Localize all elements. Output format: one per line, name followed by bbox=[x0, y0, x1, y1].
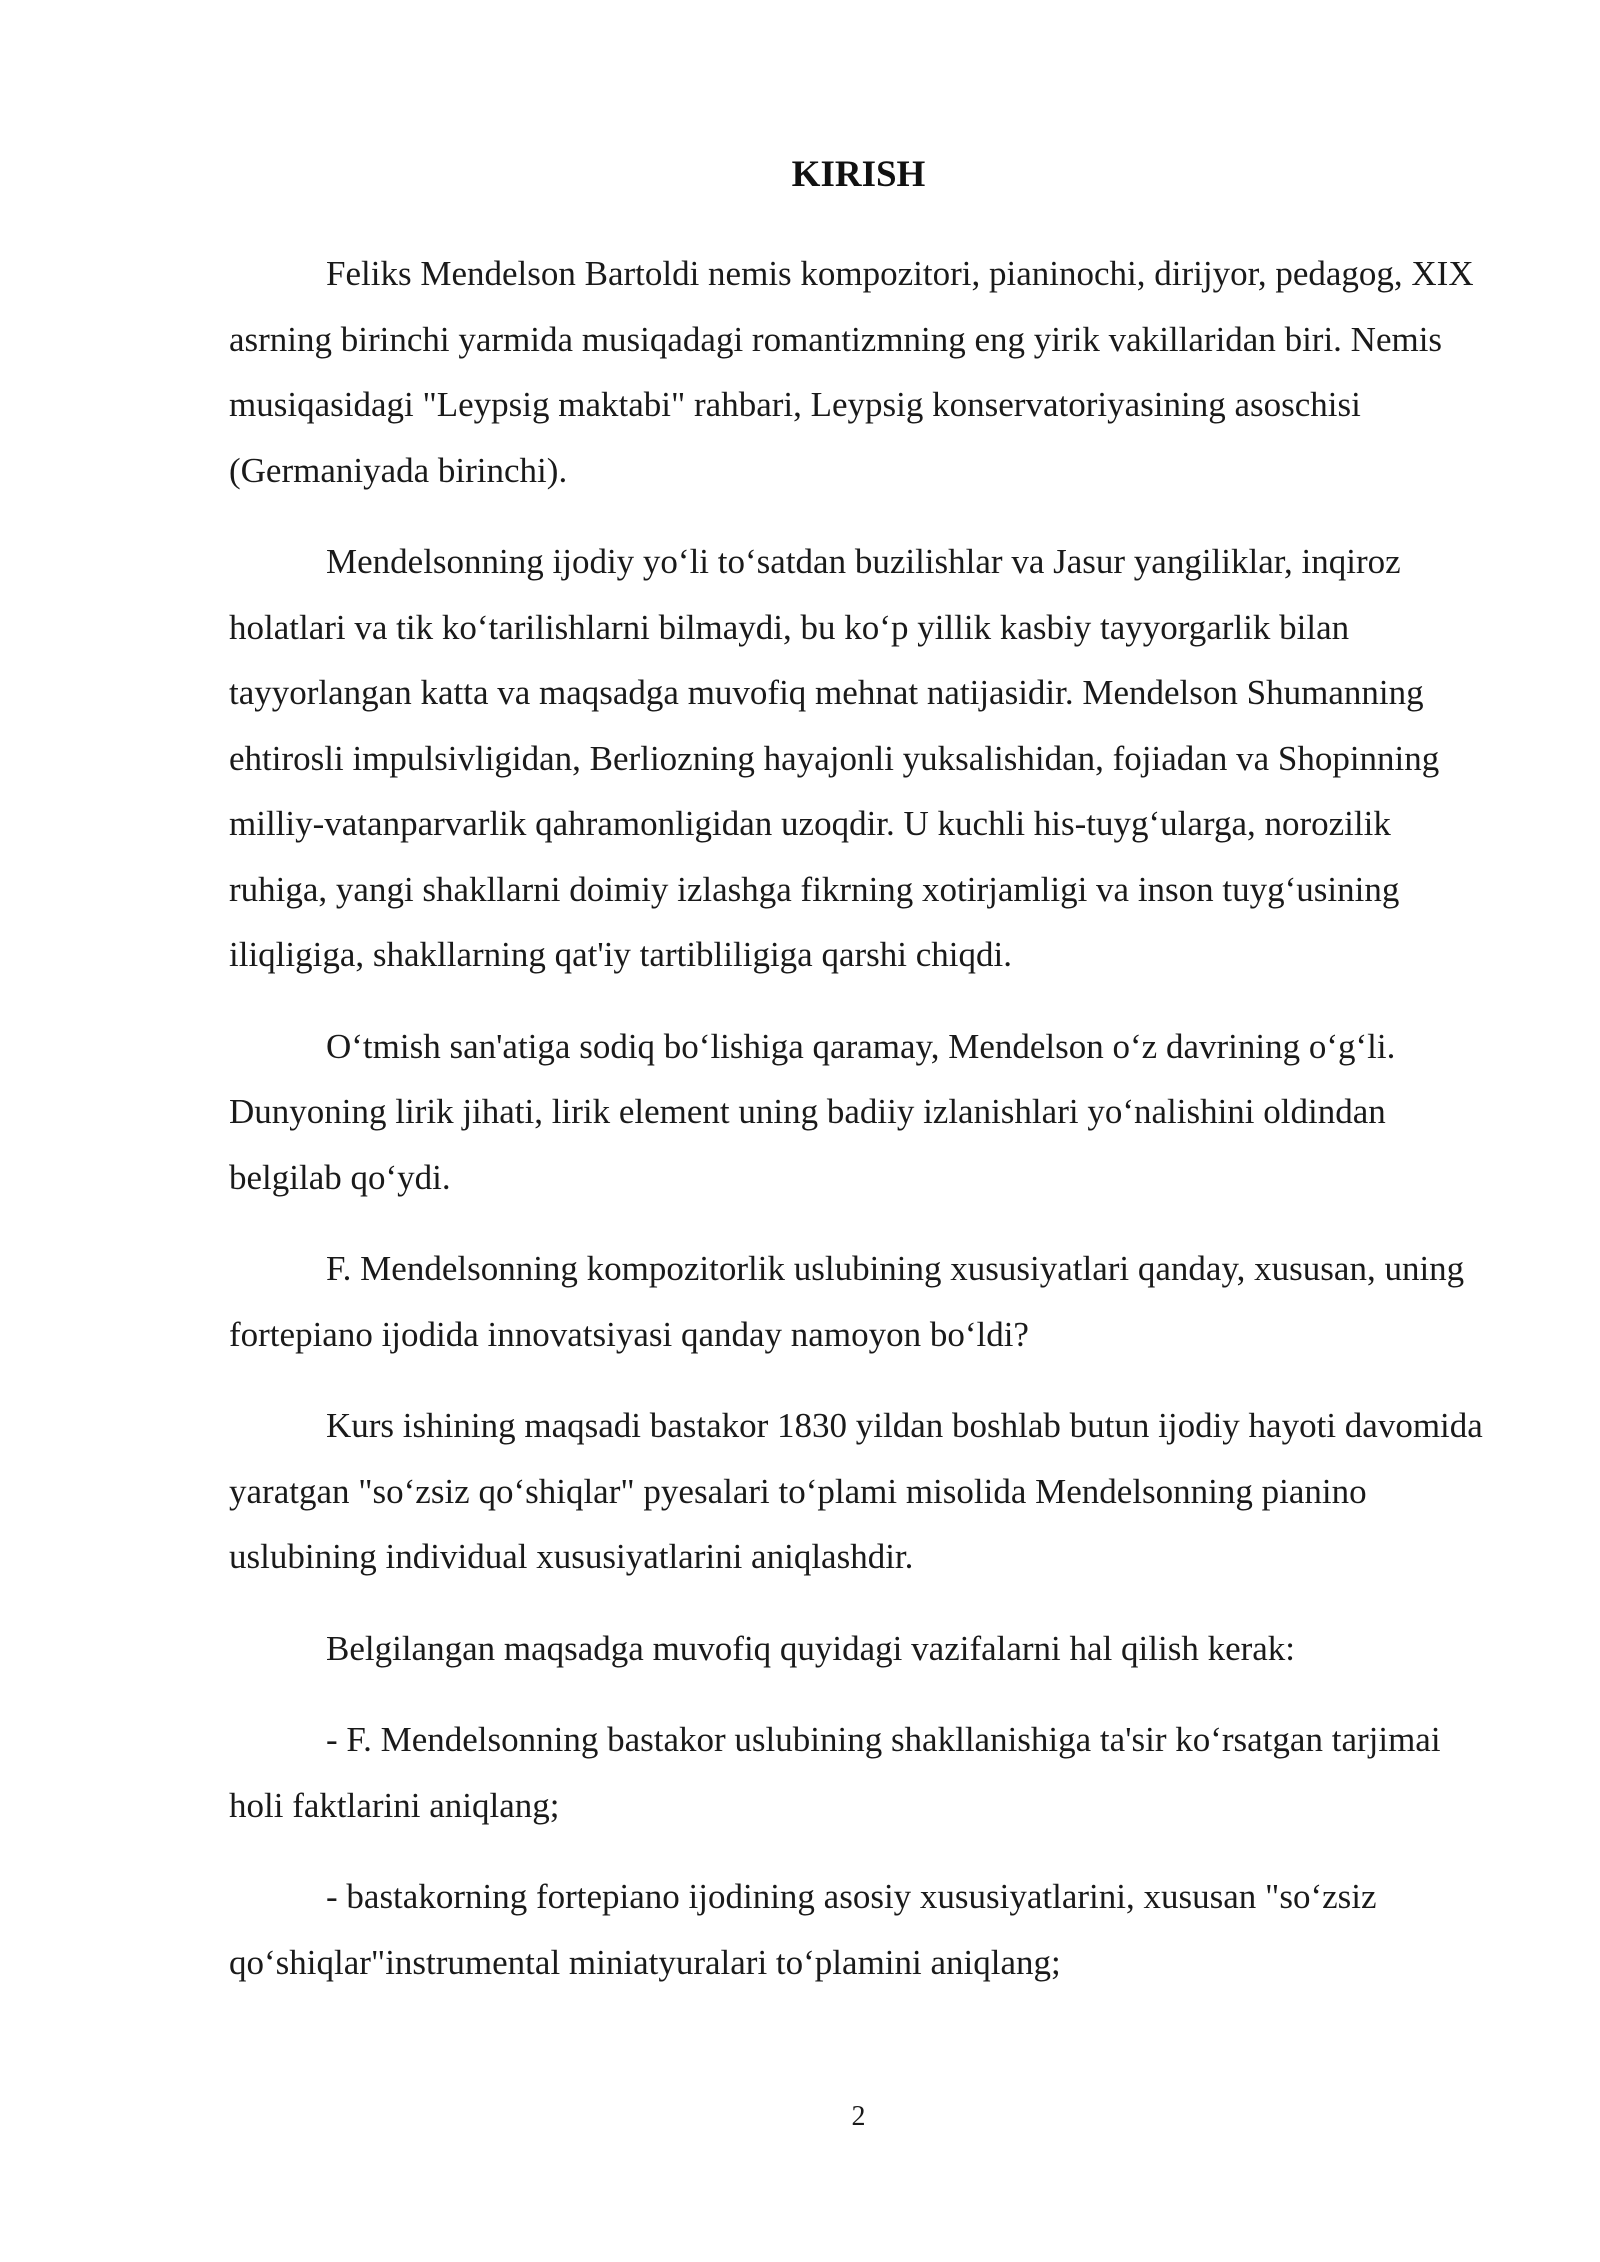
task-item: - F. Mendelsonning bastakor uslubining shakllanishiga ta'sir ko‘rsatgan tarjimai holi faktlarini aniqlang; bbox=[229, 1720, 1441, 1825]
page-number: 2 bbox=[851, 2101, 866, 2132]
paragraph-intro: Feliks Mendelson Bartoldi nemis kompozitori, pianinochi, dirijyor, pedagog, XIX asrning birinchi yarmida musiqadagi romantizmning eng yirik vakillaridan biri. Nemis musiqasidagi "Leypsig maktabi" rahbari, Leypsig konservatoriyasining asoschisi (Germaniyada birinchi). bbox=[229, 254, 1474, 490]
body-text bbox=[229, 241, 1491, 2021]
paragraph-past-art: O‘tmish san'atiga sodiq bo‘lishiga qaramay, Mendelson o‘z davrining o‘g‘li. Dunyoning lirik jihati, lirik element uning badiiy izlanishlari yo‘nalishini oldindan belgilab qo‘ydi. bbox=[229, 1026, 1396, 1197]
paragraph-question: F. Mendelsonning kompozitorlik uslubining xususiyatlari qanday, xususan, uning fortepiano ijodida innovatsiyasi qanday namoyon bo‘ldi? bbox=[229, 1249, 1465, 1354]
paragraph-tasks-intro: Belgilangan maqsadga muvofiq quyidagi vazifalarni hal qilish kerak: bbox=[326, 1628, 1296, 1668]
paragraph-creative-path: Mendelsonning ijodiy yo‘li to‘satdan buzilishlar va Jasur yangiliklar, inqiroz holatlari va tik ko‘tarilishlarni bilmaydi, bu ko‘p yillik kasbiy tayyorgarlik bilan tayyorlangan katta va maqsadga muvofiq mehnat natijasidir. Mendelson Shumanning ehtirosli impulsivligidan, Berliozning hayajonli yuksalishidan, fojiadan va Shopinning milliy-vatanparvarlik qahramonligidan uzoqdir. U kuchli his-tuyg‘ularga, norozilik ruhiga, yangi shakllarni doimiy izlashga fikrning xotirjamligi va inson tuyg‘usining iliqligiga, shakllarning qat'iy tartibliligiga qarshi chiqdi. bbox=[229, 542, 1440, 974]
section-heading: KIRISH bbox=[791, 154, 926, 195]
task-item: - bastakorning fortepiano ijodining asosiy xususiyatlarini, xususan "so‘zsiz qo‘shiqlar"instrumental miniatyuralari to‘plamini aniqlang; bbox=[229, 1877, 1377, 1982]
paragraph-goal: Kurs ishining maqsadi bastakor 1830 yildan boshlab butun ijodiy hayoti davomida yaratgan "so‘zsiz qo‘shiqlar" pyesalari to‘plami misolida Mendelsonning pianino uslubining individual xususiyatlarini aniqlashdir. bbox=[229, 1406, 1483, 1576]
